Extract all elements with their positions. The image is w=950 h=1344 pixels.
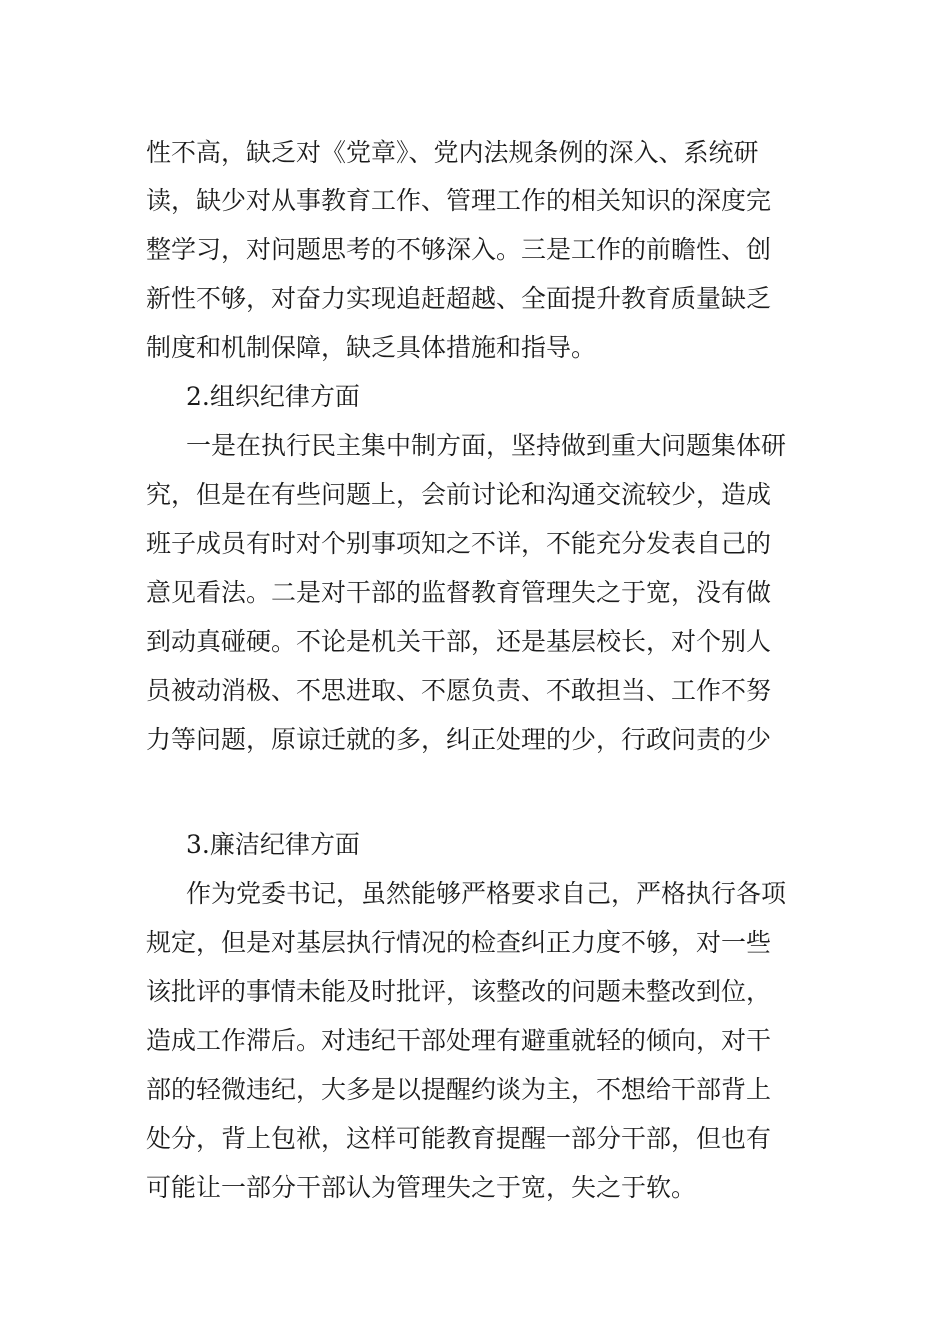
section-heading-3: 3.廉洁纪律方面 (186, 830, 360, 859)
para3-line-6: 处分，背上包袱，这样可能教育提醒一部分干部，但也有 (146, 1124, 772, 1153)
para2-line-7: 力等问题，原谅迁就的多，纠正处理的少，行政问责的少 (146, 725, 772, 754)
para2-line-1: 一是在执行民主集中制方面，坚持做到重大问题集体研 (186, 431, 787, 460)
para3-line-3: 该批评的事情未能及时批评，该整改的问题未整改到位， (146, 977, 772, 1006)
para3-line-4: 造成工作滞后。对违纪干部处理有避重就轻的倾向，对干 (146, 1026, 772, 1055)
section-heading-2: 2.组织纪律方面 (186, 382, 360, 411)
para3-line-2: 规定，但是对基层执行情况的检查纠正力度不够，对一些 (146, 928, 772, 957)
para3-line-7: 可能让一部分干部认为管理失之于宽，失之于软。 (146, 1173, 697, 1202)
para1-line-4: 新性不够，对奋力实现追赶超越、全面提升教育质量缺乏 (146, 284, 772, 313)
para2-line-6: 员被动消极、不思进取、不愿负责、不敢担当、工作不努 (146, 676, 772, 705)
para1-line-3: 整学习，对问题思考的不够深入。三是工作的前瞻性、创 (146, 235, 772, 264)
para2-line-4: 意见看法。二是对干部的监督教育管理失之于宽，没有做 (146, 578, 772, 607)
para2-line-3: 班子成员有时对个别事项知之不详，不能充分发表自己的 (146, 529, 772, 558)
para1-line-2: 读，缺少对从事教育工作、管理工作的相关知识的深度完 (146, 186, 772, 215)
para1-line-5: 制度和机制保障，缺乏具体措施和指导。 (146, 333, 597, 362)
para2-line-5: 到动真碰硬。不论是机关干部，还是基层校长，对个别人 (146, 627, 772, 656)
para2-line-2: 究，但是在有些问题上，会前讨论和沟通交流较少，造成 (146, 480, 772, 509)
para1-line-1: 性不高，缺乏对《党章》、党内法规条例的深入、系统研 (146, 138, 759, 167)
para3-line-5: 部的轻微违纪，大多是以提醒约谈为主，不想给干部背上 (146, 1075, 772, 1104)
para3-line-1: 作为党委书记，虽然能够严格要求自己，严格执行各项 (186, 879, 787, 908)
